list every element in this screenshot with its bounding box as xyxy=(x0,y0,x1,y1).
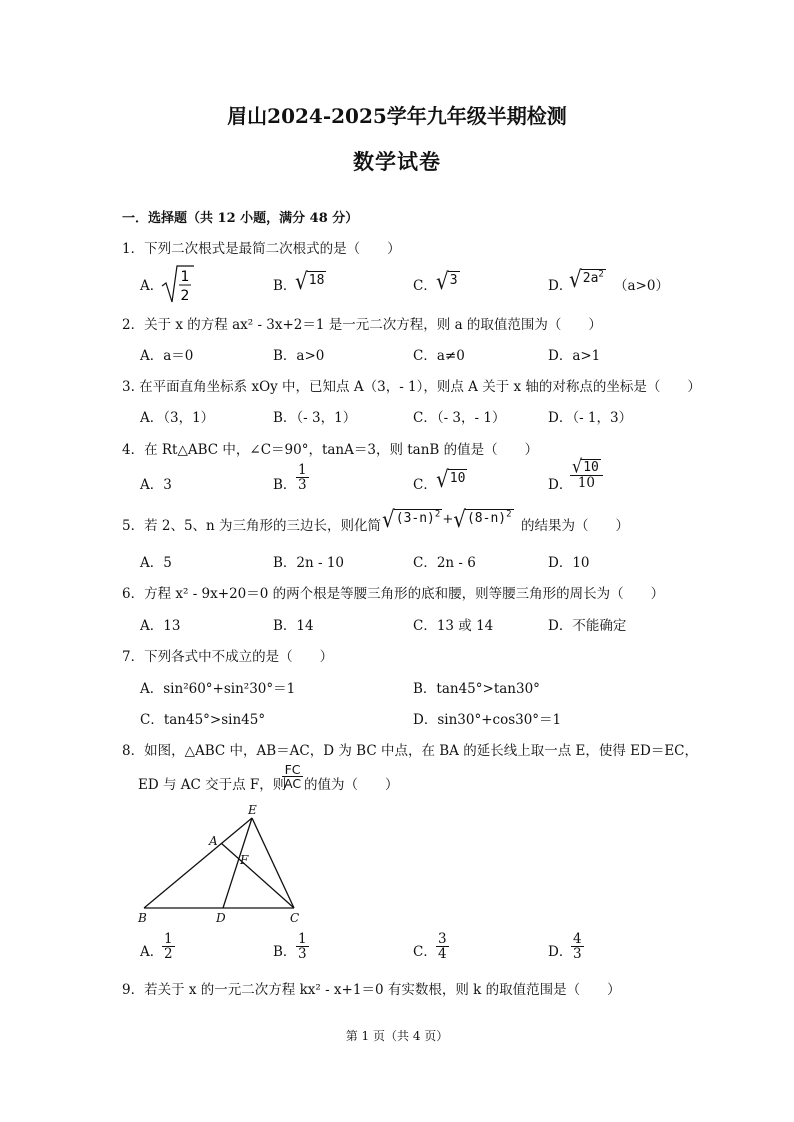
q8-b-denominator: 3 xyxy=(298,946,307,963)
q1-c-radicand: 3 xyxy=(448,271,460,291)
q7-option-a: A．sin²60°+sin²30°＝1 xyxy=(140,681,296,697)
q8-option-b-fraction xyxy=(296,932,309,961)
q4-b-numerator: 1 xyxy=(298,462,307,478)
q8-option-b-label: B． xyxy=(273,944,297,960)
q6-option-a: A．13 xyxy=(140,618,181,634)
q4-option-d-fraction: √ 10 10 xyxy=(570,459,603,490)
q2-option-b: B．a>0 xyxy=(273,348,325,364)
q1-option-a-label: A． xyxy=(140,278,164,294)
q5-radicand-1: (3-n) xyxy=(395,510,435,526)
q1-option-b-label: B． xyxy=(273,278,297,294)
page-number-footer: 第 1 页（共 4 页） xyxy=(345,1029,449,1043)
q4-b-denominator: 3 xyxy=(298,477,307,494)
q4-option-d-label: D． xyxy=(548,477,573,493)
q1-d-exponent: 2 xyxy=(598,269,604,280)
question-8-text-line1: 8．如图，△ABC 中，AB＝AC，D 为 BC 中点，在 BA 的延长线上取一点 E，使得 ED＝EC， xyxy=(122,743,699,759)
q4-d-denominator: 10 xyxy=(577,475,596,491)
q8-option-a-label: A． xyxy=(140,944,164,960)
q4-d-radicand: 10 xyxy=(583,460,599,475)
question-5-text-before: 5．若 2、5、n 为三角形的三边长，则化简 xyxy=(122,518,382,534)
q1-option-d-expression: √ $2a^2$ xyxy=(569,264,604,293)
q5-plus: + xyxy=(442,512,454,527)
q1-option-d-note: （a>0） xyxy=(614,278,669,294)
sqrt-one-half-icon xyxy=(160,264,194,304)
q1-option-b-expression: √ 18 xyxy=(295,266,325,295)
q4-option-a: A．3 xyxy=(140,477,172,493)
q8-c-denominator: 4 xyxy=(438,946,447,963)
q8-option-d-label: D． xyxy=(548,944,573,960)
svg-text:1: 1 xyxy=(180,269,190,285)
question-7-text: 7．下列各式中不成立的是（ ） xyxy=(122,649,334,665)
q1-option-a-expression xyxy=(160,264,194,308)
q1-b-radicand: 18 xyxy=(307,271,327,291)
q4-option-b-fraction xyxy=(296,463,309,492)
exam-subtitle: 数学试卷 xyxy=(353,149,441,174)
question-8-text-line2-before: ED 与 AC 交于点 F，则 xyxy=(138,777,287,793)
section-heading: 一．选择题（共 12 小题，满分 48 分） xyxy=(122,211,359,226)
exam-title: 眉山2024-2025学年九年级半期检测 xyxy=(227,104,567,128)
q8-a-denominator: 2 xyxy=(164,946,173,963)
q5-option-b: B．2n - 10 xyxy=(273,555,345,571)
label-f: F xyxy=(240,853,249,867)
segment-ec xyxy=(252,818,294,908)
svg-text:2: 2 xyxy=(180,288,190,304)
q5-radicand-2: (8-n) xyxy=(466,510,507,526)
q1-d-radicand: 2a xyxy=(582,270,599,286)
segment-ac xyxy=(221,843,294,908)
q8-d-numerator: 4 xyxy=(573,931,582,947)
q1-option-c-label: C． xyxy=(413,278,437,294)
q4-option-c-expression: √ 10 xyxy=(436,464,466,493)
q4-option-c-label: C． xyxy=(413,477,437,493)
question-9-text: 9．若关于 x 的一元二次方程 kx² - x+1＝0 有实数根，则 k 的取值范围是（ ） xyxy=(122,982,621,998)
question-6-text: 6．方程 x² - 9x+20＝0 的两个根是等腰三角形的底和腰，则等腰三角形的周长为（ ） xyxy=(122,586,665,602)
q8-c-numerator: 3 xyxy=(438,931,447,947)
q5-option-d: D．10 xyxy=(548,555,590,571)
q8-option-a-fraction xyxy=(162,932,175,961)
q4-option-b-label: B． xyxy=(273,477,297,493)
q5-expression: √ $(3-n)^2$ + √ $(8-n)^2$ xyxy=(382,504,512,533)
question-2-text: 2．关于 x 的方程 ax² - 3x+2＝1 是一元二次方程，则 a 的取值范围为（ ） xyxy=(122,317,602,333)
q8-option-c-fraction xyxy=(436,932,449,961)
q7-option-c: C．tan45°>sin45° xyxy=(140,712,266,728)
q7-option-b: B．tan45°>tan30° xyxy=(413,681,540,697)
q2-option-a: A．a＝0 xyxy=(140,348,194,364)
question-4-text: 4．在 Rt△ABC 中，∠C＝90°，tanA＝3，则 tanB 的值是（ ） xyxy=(122,442,539,458)
q8-fraction xyxy=(282,763,303,790)
label-a: A xyxy=(209,834,218,848)
question-3-text: 3. 在平面直角坐标系 xOy 中，已知点 A（3，- 1），则点 A 关于 x 轴的对称点的坐标是（ ） xyxy=(122,379,701,395)
q5-exponent-1: 2 xyxy=(434,509,441,520)
triangle-diagram xyxy=(136,804,316,926)
question-1-text: 1．下列二次根式是最简二次根式的是（ ） xyxy=(122,241,401,257)
q2-option-d: D．a>1 xyxy=(548,348,601,364)
q8-a-numerator: 1 xyxy=(164,931,173,947)
label-e: E xyxy=(248,804,257,817)
q8-fraction-numerator: FC xyxy=(282,763,303,777)
segment-be xyxy=(144,818,252,908)
q7-option-d: D．sin30°+cos30°＝1 xyxy=(413,712,562,728)
q8-b-numerator: 1 xyxy=(298,931,307,947)
q8-option-c-label: C． xyxy=(413,944,437,960)
q3-option-b: B．（- 3，1） xyxy=(273,410,357,426)
label-c: C xyxy=(290,911,300,925)
q3-option-d: D．（- 1，3） xyxy=(548,410,633,426)
q6-option-b: B．14 xyxy=(273,618,314,634)
q2-option-c: C．a≠0 xyxy=(413,348,465,364)
question-5-text-after: 的结果为（ ） xyxy=(521,518,629,534)
question-8-text-line2-after: 的值为（ ） xyxy=(304,777,399,793)
q1-option-d-label: D． xyxy=(548,278,573,294)
q8-fraction-denominator: AC xyxy=(284,776,302,792)
q5-exponent-2: 2 xyxy=(506,509,512,520)
q3-option-c: C．（- 3，- 1） xyxy=(413,410,506,426)
q8-option-d-fraction xyxy=(571,932,584,961)
q6-option-c: C．13 或 14 xyxy=(413,618,494,634)
q5-option-c: C．2n - 6 xyxy=(413,555,476,571)
q4-c-radicand: 10 xyxy=(448,469,468,489)
q3-option-a: A．（3，1） xyxy=(140,410,215,426)
label-b: B xyxy=(138,911,147,925)
label-d: D xyxy=(216,911,226,925)
q1-option-c-expression: √ 3 xyxy=(436,266,458,295)
triangle-figure xyxy=(136,804,316,930)
q8-d-denominator: 3 xyxy=(573,946,582,963)
q6-option-d: D．不能确定 xyxy=(548,618,627,634)
q5-option-a: A．5 xyxy=(140,555,172,571)
